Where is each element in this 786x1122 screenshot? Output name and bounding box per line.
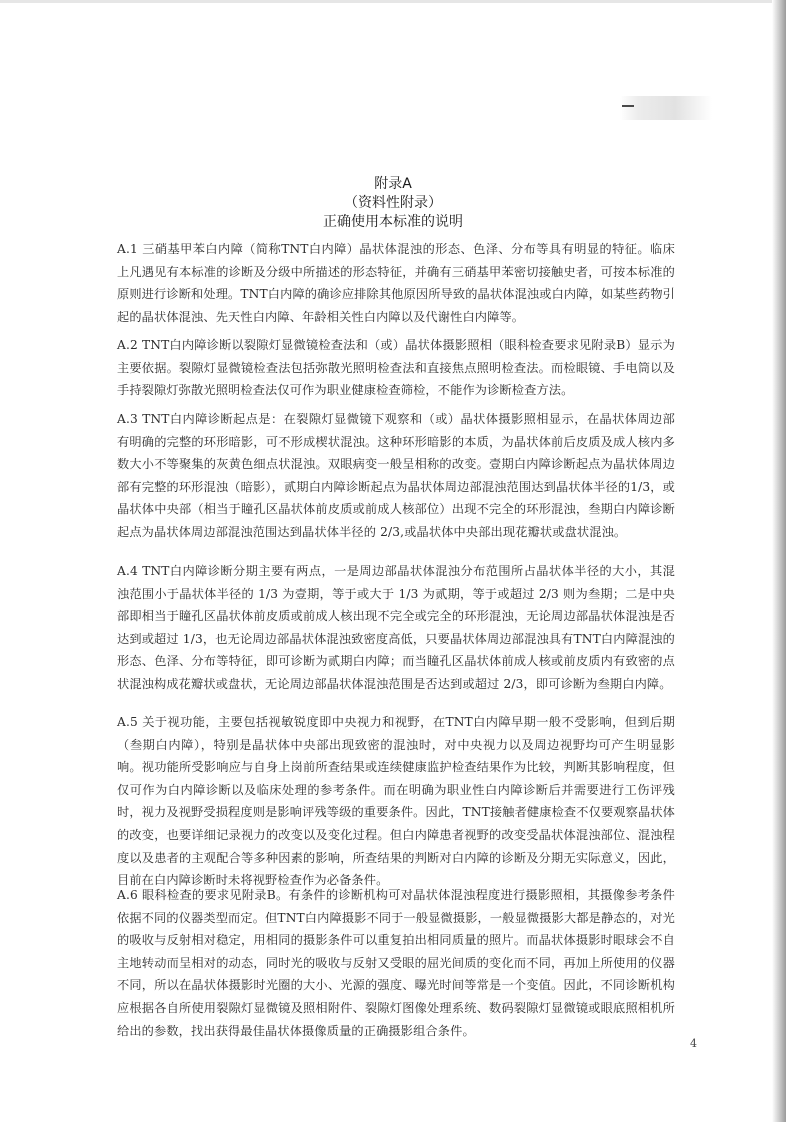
page-number: 4 [690,1037,697,1050]
scan-dash-mark [622,105,634,107]
scan-smudge-mark [620,96,712,120]
appendix-title: 附录A [374,176,412,192]
paragraph-a3: A.3 TNT白内障诊断起点是：在裂隙灯显微镜下观察和（或）晶状体摄影照相显示，在晶状体周边部有明确的完整的环形暗影，可不形成楔状混浊。这种环形暗影的本质，为晶状体前后皮质及成人核内多数大小不等聚集的灰黄色细点状混浊。双眼病变一般呈相称的改变。壹期白内障诊断起点为晶状体周边部有完整的环形混浊（暗影），贰期白内障诊断起点为晶状体周边部混浊范围达到晶状体半径的1/3，或晶状体中央部（相当于瞳孔区晶状体前皮质或前成人核部位）出现不完全的环形混浊，叁期白内障诊断起点为晶状体周边部混浊范围达到晶状体半径的 2/3,或晶状体中央部出现花瓣状或盘状混浊。 [117,412,675,539]
paragraph-a6: A.6 眼科检查的要求见附录B。有条件的诊断机构可对晶状体混浊程度进行摄影照相，其摄像参考条件依据不同的仪器类型而定。但TNT白内障摄影不同于一般显微摄影，一般显微摄影大都是静态的，对光的吸收与反射相对稳定，用相同的摄影条件可以重复拍出相同质量的照片。而晶状体摄影时眼球会不自主地转动而呈相对的动态，同时光的吸收与反射又受眼的屈光间质的变化而不同，再加上所使用的仪器不同，所以在晶状体摄影时光圈的大小、光源的强度、曝光时间等常是一个变值。因此，不同诊断机构应根据各自所使用裂隙灯显微镜及照相附件、裂隙灯图像处理系统、数码裂隙灯显微镜或眼底照相机所给出的参数，找出获得最佳晶状体摄像质量的正确摄影组合条件。 [117,888,675,1038]
scan-top-edge [0,0,786,3]
paragraph-a4: A.4 TNT白内障诊断分期主要有两点，一是周边部晶状体混浊分布范围所占晶状体半径的大小，其混浊范围小于晶状体半径的 1/3 为壹期，等于或大于 1/3 为贰期，等于或超过 2/3 则为叁期；二是中央部即相当于瞳孔区晶状体前皮质或前成人核出现不完全或完全的环形混浊，无论周边部晶状体混浊是否达到或超过 1/3，也无论周边部晶状体混浊致密度高低，只要晶状体周边部混浊具有TNT白内障混浊的形态、色泽、分布等特征，即可诊断为贰期白内障；而当瞳孔区晶状体前成人核或前皮质内有致密的点状混浊构成花瓣状或盘状，无论周边部晶状体混浊范围是否达到或超过 2/3，即可诊断为叁期白内障。 [117,564,675,691]
paragraph-a1: A.1 三硝基甲苯白内障（简称TNT白内障）晶状体混浊的形态、色泽、分布等具有明显的特征。临床上凡遇见有本标准的诊断及分级中所描述的形态特征，并确有三硝基甲苯密切接触史者，可按本标准的原则进行诊断和处理。TNT白内障的确诊应排除其他原因所导致的晶状体混浊或白内障，如某些药物引起的晶状体混浊、先天性白内障、年龄相关性白内障以及代谢性白内障等。 [117,242,675,324]
paragraph-a5: A.5 关于视功能，主要包括视敏锐度即中央视力和视野，在TNT白内障早期一般不受影响，但到后期（叁期白内障），特别是晶状体中央部出现致密的混浊时，对中央视力以及周边视野均可产生明显影响。视功能所受影响应与自身上岗前所查结果或连续健康监护检查结果作为比较，判断其影响程度，但仅可作为白内障诊断以及临床处理的参考条件。而在明确为职业性白内障诊断后并需要进行工伤评残时，视力及视野受损程度则是影响评残等级的重要条件。因此，TNT接触者健康检查不仅要观察晶状体的改变，也要详细记录视力的改变以及变化过程。但白内障患者视野的改变受晶状体混浊部位、混浊程度以及患者的主观配合等多种因素的影响，所查结果的判断对白内障的诊断及分期无实际意义，因此，目前在白内障诊断时未将视野检查作为必备条件。 [117,715,675,888]
paragraph-a2: A.2 TNT白内障诊断以裂隙灯显微镜检查法和（或）晶状体摄影照相（眼科检查要求见附录B）显示为主要依据。裂隙灯显微镜检查法包括弥散光照明检查法和直接焦点照明检查法。而检眼镜、手电筒以及手持裂隙灯弥散光照明检查法仅可作为职业健康检查筛检，不能作为诊断检查方法。 [117,338,675,398]
appendix-type: （资料性附录） [344,195,442,211]
appendix-subtitle: 正确使用本标准的说明 [323,214,463,230]
scan-right-edge-shadow [772,0,786,1122]
